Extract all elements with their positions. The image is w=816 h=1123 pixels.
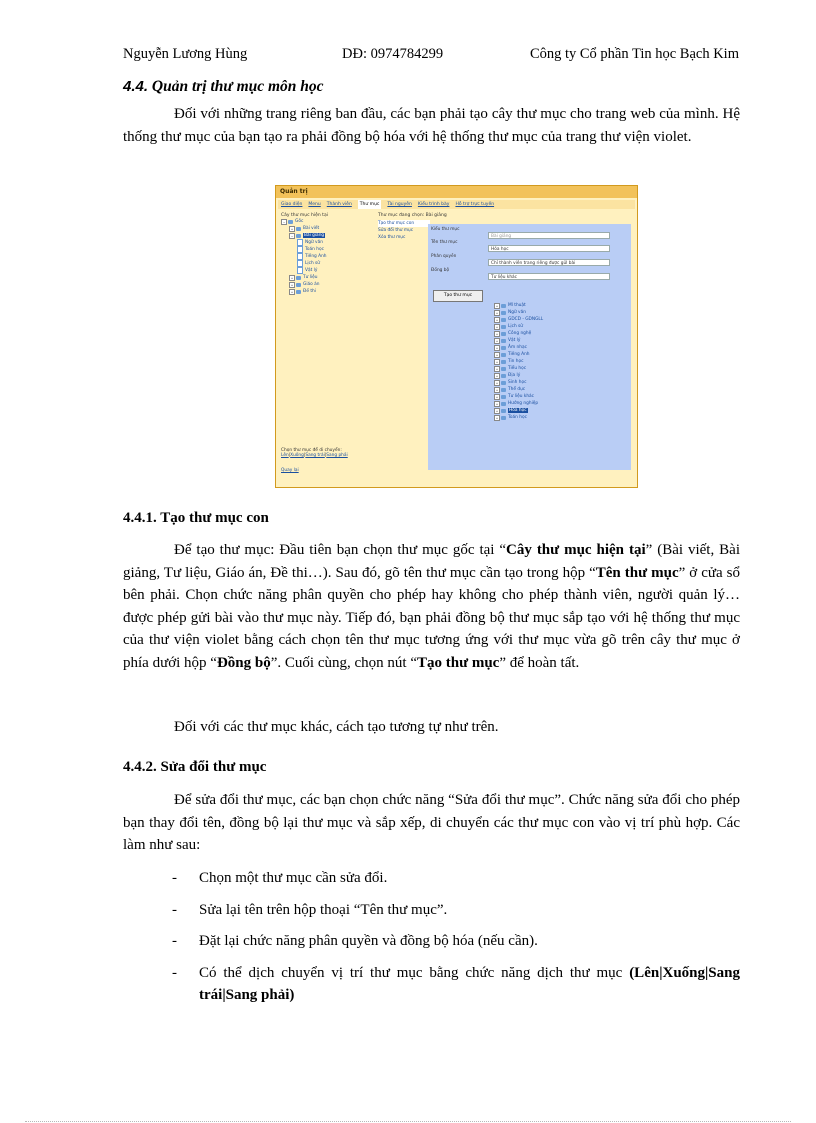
fig-parent-label: Kiểu thư mục xyxy=(431,227,460,232)
fig-expand-icon: + xyxy=(290,275,294,280)
fig-sync-row xyxy=(494,323,543,330)
document-icon xyxy=(297,253,303,260)
folder-icon xyxy=(501,360,506,364)
fig-nav-item: Tài nguyên xyxy=(387,202,412,207)
edit-step-text: Sửa lại tên trên hộp thoại “Tên thư mục”. xyxy=(199,901,448,918)
fig-sync-label: Đồng bộ xyxy=(431,268,450,273)
fig-expand-icon: + xyxy=(290,282,294,287)
folder-icon xyxy=(296,290,301,294)
fig-nav-item: Giao diện xyxy=(281,202,303,207)
fig-tree-row xyxy=(281,260,373,267)
fig-expand-icon: − xyxy=(282,219,286,224)
fig-action-links xyxy=(378,220,430,241)
fig-tree-label: Ngữ văn xyxy=(305,240,323,245)
folder-icon xyxy=(501,311,506,315)
folder-icon xyxy=(501,374,506,378)
edit-step-item xyxy=(172,867,740,890)
fig-move-separator: | xyxy=(303,453,306,458)
fig-tree-label: Đề thi xyxy=(303,289,316,294)
fig-sync-label: GDCD - GDNGLL xyxy=(508,317,544,322)
fig-expand-icon: + xyxy=(495,303,499,308)
fig-sync-label: Hóa học xyxy=(509,408,527,413)
fig-expand-icon: + xyxy=(290,289,294,294)
fig-move-link: Sang phải xyxy=(326,453,348,458)
fig-expand-icon: + xyxy=(495,338,499,343)
page-footer-divider xyxy=(25,1121,791,1122)
fig-sync-label: Tư liệu khác xyxy=(508,394,535,399)
fig-move-link: Lên xyxy=(281,453,289,458)
folder-icon xyxy=(296,283,301,287)
fig-tree-row xyxy=(281,218,373,225)
subsection-title-create: 4.4.1. Tạo thư mục con xyxy=(123,510,269,526)
fig-form-row-perm xyxy=(431,254,576,266)
fig-sync-label: Lịch sử xyxy=(508,324,524,329)
create-p-part-e: ”. Cuối cùng, chọn nút “ xyxy=(270,654,417,671)
fig-sync-row xyxy=(494,400,543,407)
folder-icon xyxy=(501,381,506,385)
fig-expand-icon: + xyxy=(495,345,499,350)
fig-move-label: Chọn thư mục để di chuyển: xyxy=(281,448,342,453)
fig-form-panel xyxy=(428,224,631,470)
fig-tree-row xyxy=(281,274,373,281)
folder-icon xyxy=(296,276,301,280)
fig-nav-item: Hỗ trợ trực tuyến xyxy=(455,202,495,207)
edit-paragraph: Để sửa đổi thư mục, các bạn chọn chức năng “Sửa đổi thư mục”. Chức năng sửa đổi cho phép bạn thay đổi tên, đồng bộ lại thư mục và sắp xếp, di chuyển các thư mục con vào vị trí phù hợp. Các làm như sau: xyxy=(123,792,740,853)
fig-sync-label: Địa lý xyxy=(508,373,521,378)
dash-marker: - xyxy=(172,870,177,886)
section-intro: Đối với những trang riêng ban đầu, các bạn phải tạo cây thư mục cho trang web của mình. Hệ thống thư mục của bạn tạo ra phải đồng bộ hóa với hệ thống thư mục của trang thư viện violet. xyxy=(123,106,740,145)
fig-action-link: Xóa thư mục xyxy=(378,235,406,240)
fig-tree-row xyxy=(281,281,373,288)
fig-tree-label: Cây thư mục hiện tại xyxy=(281,213,328,218)
fig-nav-item: Thành viên xyxy=(326,202,352,207)
fig-tree-label: Toán học xyxy=(305,247,324,252)
create-p-part-d: ” ở cửa sổ bên phải. Chọn chức năng phân quyền cho phép hay không cho phép thành viên, người quản lý… được phép gửi bài vào thư mục này. Tiếp đó, bạn phải đồng bộ thư mục sắp tạo với hệ thống thư mục của thư viện violet bằng cách chọn tên thư mục tương ứng với thư mục vừa gõ trên cây thư mục ở phía dưới hộp “ xyxy=(123,564,741,671)
fig-sync-label: Vật lý xyxy=(508,338,521,343)
fig-tree-label: Vật lý xyxy=(305,268,318,273)
fig-sync-row xyxy=(494,316,543,323)
fig-bottom-area xyxy=(281,448,348,473)
create-paragraph-2: Đối với các thư mục khác, cách tạo tương tự như trên. xyxy=(174,719,499,735)
fig-expand-icon: + xyxy=(495,324,499,329)
folder-icon xyxy=(501,402,506,406)
create-p-part-a: Để tạo thư mục: Đầu tiên bạn chọn thư mục gốc tại “ xyxy=(174,542,507,558)
edit-steps-list xyxy=(172,867,740,1007)
folder-icon xyxy=(501,409,506,413)
dash-marker: - xyxy=(172,933,177,949)
fig-expand-icon: + xyxy=(495,317,499,322)
create-p-bold-sync: Đồng bộ xyxy=(216,654,271,671)
fig-expand-icon: + xyxy=(495,366,499,371)
fig-sync-label: Tiếng Anh xyxy=(508,352,530,357)
fig-sync-row xyxy=(494,351,543,358)
fig-expand-icon: + xyxy=(495,408,499,413)
fig-move-separator: | xyxy=(324,453,327,458)
fig-nav-item: Menu xyxy=(308,202,321,207)
fig-tree-label: Tiếng Anh xyxy=(305,254,327,259)
folder-icon xyxy=(501,304,506,308)
fig-tree-row xyxy=(281,225,373,232)
fig-selected-label: Thư mục đang chọn: Bài giảng xyxy=(378,213,447,218)
edit-step-item xyxy=(172,930,740,953)
folder-icon xyxy=(501,367,506,371)
fig-expand-icon: + xyxy=(495,310,499,315)
folder-icon xyxy=(501,388,506,392)
fig-sync-row xyxy=(494,414,543,421)
fig-sync-label: Mĩ thuật xyxy=(508,303,526,308)
fig-expand-icon: + xyxy=(495,352,499,357)
section-title-text: Quản trị thư mục môn học xyxy=(148,78,324,95)
fig-name-label: Tên thư mục xyxy=(431,240,458,245)
fig-back-link: Quay lại xyxy=(281,468,299,473)
fig-tree-label: Bài viết xyxy=(303,226,320,231)
fig-expand-icon: − xyxy=(290,233,294,238)
fig-tree-label: Bài giảng xyxy=(304,233,325,238)
fig-sync-row xyxy=(494,337,543,344)
fig-tree-row xyxy=(281,288,373,295)
edit-step-text: Chọn một thư mục cần sửa đổi. xyxy=(199,870,388,886)
fig-sync-label: Hướng nghiệp xyxy=(508,401,539,406)
fig-tree-label: Gốc xyxy=(295,219,304,224)
folder-icon xyxy=(501,395,506,399)
fig-sync-row xyxy=(494,393,543,400)
fig-sync-row xyxy=(494,344,543,351)
create-p-bold-name: Tên thư mục xyxy=(595,564,679,581)
fig-sync-row xyxy=(494,379,543,386)
fig-tree-row xyxy=(281,246,373,253)
fig-expand-icon: + xyxy=(495,415,499,420)
fig-sync-row xyxy=(494,386,543,393)
fig-sync-label: Sinh học xyxy=(508,380,527,385)
dash-marker: - xyxy=(172,901,177,918)
fig-form-row-parent xyxy=(431,227,512,239)
fig-expand-icon: + xyxy=(495,394,499,399)
fig-expand-icon: + xyxy=(290,226,294,231)
fig-sync-row xyxy=(494,309,543,316)
edit-step-text: Đặt lại chức năng phân quyền và đồng bộ hóa (nếu cần). xyxy=(199,933,538,949)
folder-icon xyxy=(288,220,293,224)
fig-expand-icon: + xyxy=(495,359,499,364)
fig-tree-row xyxy=(281,232,373,239)
fig-folder-tree xyxy=(281,213,373,295)
fig-sync-row xyxy=(494,330,543,337)
fig-sync-label: Tiểu học xyxy=(508,366,527,371)
create-p-bold-tree: Cây thư mục hiện tại xyxy=(506,542,646,558)
fig-sync-row xyxy=(494,365,543,372)
create-p-bold-button: Tạo thư mục xyxy=(416,654,500,671)
fig-name-field: Hóa học xyxy=(488,245,610,252)
fig-perm-label: Phân quyền xyxy=(431,254,457,259)
fig-sync-label: Công nghệ xyxy=(508,331,532,336)
fig-tree-list xyxy=(281,218,373,295)
fig-move-link: Sang trái xyxy=(305,453,325,458)
folder-icon xyxy=(501,353,506,357)
admin-screenshot-figure xyxy=(275,185,638,488)
fig-tree-label: Tư liệu xyxy=(303,275,318,280)
section-number: 4.4. xyxy=(123,78,149,95)
fig-tree-row xyxy=(281,239,373,246)
fig-sync-label: Thể dục xyxy=(508,387,526,392)
fig-sync-row xyxy=(494,302,543,309)
folder-icon xyxy=(501,318,506,322)
fig-move-separator: | xyxy=(288,453,291,458)
fig-sync-label: Ngữ văn xyxy=(508,310,526,315)
create-p-part-c: ” (Bài viết, Bài giảng, Tư liệu, Giáo án, Đề thi…). Sau đó, gõ tên thư mục cần tạo trong hộp “ xyxy=(123,542,740,581)
dash-marker: - xyxy=(172,964,177,981)
fig-expand-icon: + xyxy=(495,387,499,392)
fig-expand-icon: + xyxy=(495,331,499,336)
fig-sync-tree xyxy=(494,302,543,421)
fig-sync-row xyxy=(494,372,543,379)
fig-sync-select: Tư liệu khác xyxy=(488,273,610,280)
fig-expand-icon: + xyxy=(495,380,499,385)
document-icon xyxy=(297,260,303,267)
fig-tree-label: Lịch sử xyxy=(305,261,321,266)
folder-icon xyxy=(501,416,506,420)
fig-tree-row xyxy=(281,267,373,274)
document-icon xyxy=(297,239,303,246)
fig-form-row-name xyxy=(431,240,509,252)
fig-sync-row xyxy=(494,358,543,365)
header-company: Công ty Cổ phần Tin học Bạch Kim xyxy=(529,46,739,62)
fig-nav-bar xyxy=(278,200,635,209)
fig-sync-row xyxy=(494,407,543,414)
subsection-title-edit: 4.4.2. Sửa đổi thư mục xyxy=(123,759,267,775)
fig-window-title: Quản trị xyxy=(276,186,637,198)
fig-form-row-sync xyxy=(431,268,518,280)
fig-expand-icon: + xyxy=(495,373,499,378)
fig-action-link: Tạo thư mục con xyxy=(378,220,430,227)
fig-nav-item: Thư mục xyxy=(359,202,380,207)
edit-step-bold: (Lên|Xuống|Sang trái|Sang phải) xyxy=(199,964,740,1003)
fig-action-link: Sửa đổi thư mục xyxy=(378,228,414,233)
create-paragraph xyxy=(123,539,740,674)
fig-sync-label: Âm nhạc xyxy=(508,345,527,350)
header-phone: DĐ: 0974784299 xyxy=(342,46,444,62)
fig-move-link: Xuống xyxy=(290,453,304,458)
fig-sync-label: Tin học xyxy=(508,359,524,364)
folder-icon xyxy=(501,346,506,350)
fig-parent-field: Bài giảng xyxy=(488,232,610,239)
fig-nav-item: Kiểu trình bày xyxy=(417,202,450,207)
folder-icon xyxy=(296,227,301,231)
fig-perm-select: Chỉ thành viên trang riêng được gửi bài xyxy=(488,259,610,266)
document-icon xyxy=(297,246,303,253)
fig-expand-icon: + xyxy=(495,401,499,406)
header-author: Nguyễn Lương Hùng xyxy=(123,46,248,62)
fig-move-links xyxy=(281,453,348,458)
folder-icon xyxy=(296,234,301,238)
edit-step-item xyxy=(172,962,740,1007)
edit-step-text: Có thể dịch chuyển vị trí thư mục bằng chức năng dịch thư mục xyxy=(199,964,630,981)
edit-step-item xyxy=(172,899,740,922)
section-title xyxy=(123,78,324,96)
folder-icon xyxy=(501,332,506,336)
fig-sync-label: Toán học xyxy=(508,415,527,420)
fig-tree-row xyxy=(281,253,373,260)
fig-tree-label: Giáo án xyxy=(303,282,320,287)
create-p-part-f: ” để hoàn tất. xyxy=(499,654,580,671)
document-icon xyxy=(297,267,303,274)
folder-icon xyxy=(501,339,506,343)
folder-icon xyxy=(501,325,506,329)
fig-create-button: Tạo thư mục xyxy=(433,290,483,302)
